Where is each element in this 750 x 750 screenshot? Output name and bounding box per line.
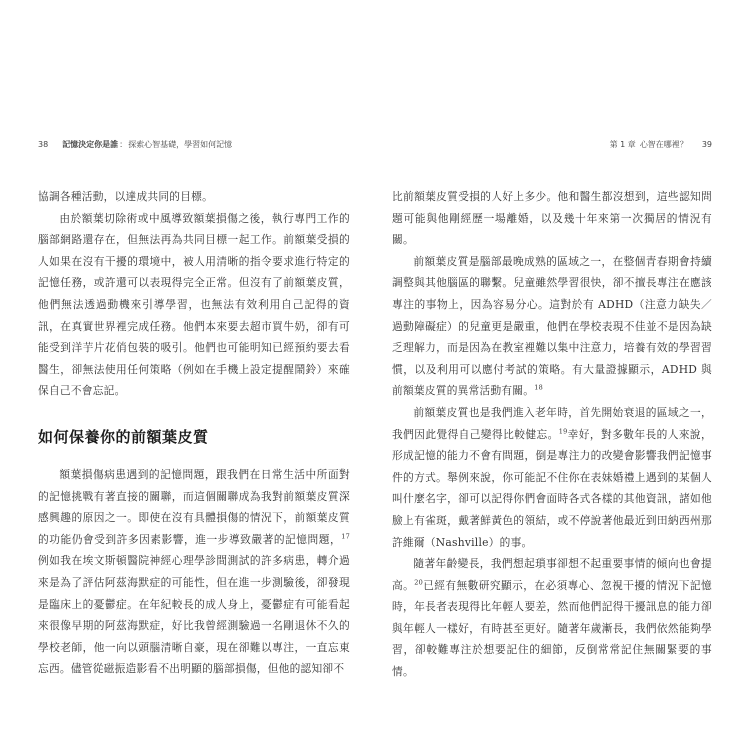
right-page-number: 39 xyxy=(701,140,712,149)
left-running-head xyxy=(38,138,350,152)
right-paragraph-3 xyxy=(392,402,712,553)
right-paragraph-4-text-a: 隨著年齡變長，我們想起瑣事卻想不起重要事情的傾向也會提高。 xyxy=(392,557,712,592)
left-paragraph-3-text-a: 額葉損傷病患遇到的記憶問題，跟我們在日常生活中所面對的記憶挑戰有著直接的關聯，而這個關聯成為我對前額葉皮質深感興趣的原因之一。即使在沒有具體損傷的情況下，前額葉皮質的功能仍會受到許多因素影響，進一步導致嚴著的記憶問題， xyxy=(38,467,350,546)
chapter-title: 心智在哪裡？ xyxy=(639,140,688,149)
left-body-text xyxy=(38,186,350,680)
right-page xyxy=(392,138,712,679)
right-paragraph-4 xyxy=(392,553,712,683)
right-paragraph-2 xyxy=(392,251,712,402)
left-paragraph-3 xyxy=(38,464,350,680)
right-paragraph-2-text: 前額葉皮質是腦部最晚成熟的區域之一，在整個青春期會持續調整與其他腦區的聯繫。兒童雖然學習很快，卻不擅長專注在應該專注的事物上，因為容易分心。這對於有 ADHD（注意力缺失／過動障礙症）的兒童更是嚴重，他們在學校表現不佳並不是因為缺乏理解力，而是因為在教室裡難以集中注意力，培養有效的學習習慣，以及利用可以應付考試的策略。有大量證據顯示，ADHD 與前額葉皮質的異常活動有關。 xyxy=(392,254,712,398)
right-paragraph-1: 比前額葉皮質受損的人好上多少。他和醫生都沒想到，這些認知問題可能與他剛經歷一場離婚，以及幾十年來第一次獨居的情況有關。 xyxy=(392,190,712,247)
right-running-head xyxy=(392,138,712,152)
left-paragraph-1: 協調各種活動，以達成共同的目標。 xyxy=(38,190,214,203)
footnote-ref-20: 20 xyxy=(414,578,424,587)
left-page-number: 38 xyxy=(38,140,49,149)
left-paragraph-3-text-b: 例如我在埃文斯頓醫院神經心理學診間測試的許多病患，轉介過來是為了評估阿茲海默症的可能性，但在進一步測驗後，卻發現是臨床上的憂鬱症。在年紀較長的成人身上，憂鬱症有可能看起來很像早期的阿茲海默症，好比我曾經測驗過一名剛退休不久的學校老師，他一向以頭腦清晰自豪，現在卻難以專注，一直忘東忘西。儘管從磁振造影看不出明顯的腦部損傷，但他的認知卻不 xyxy=(38,554,350,676)
footnote-ref-18: 18 xyxy=(534,383,543,392)
section-heading: 如何保養你的前額葉皮質 xyxy=(38,427,209,446)
book-title: 記憶決定你是誰 xyxy=(62,140,119,149)
footnote-ref-19: 19 xyxy=(558,426,568,435)
right-body-text xyxy=(392,186,712,683)
left-page xyxy=(38,138,350,676)
footnote-ref-17: 17 xyxy=(341,532,350,541)
book-subtitle: 探索心智基礎，學習如何記憶 xyxy=(128,140,233,149)
right-paragraph-4-text-b: 已經有無數研究顯示，在必須專心、忽視干擾的情況下記憶時，年長者表現得比年輕人要差，然而他們記得干擾訊息的能力卻與年輕人一樣好，有時甚至更好。隨著年歲漸長，我們依然能夠學習，卻較難專注於想要記住的細節，反倒常常記住無關緊要的事情。 xyxy=(392,578,712,679)
right-paragraph-3-text-b: 幸好，對多數年長的人來說，形成記憶的能力不會有問題，倒是專注力的改變會影響我們記憶事件的方式。舉例來說，你可能記不住你在表妹婚禮上遇到的某個人叫什麼名字，卻可以記得你們會面時各式各樣的其他資訊，諸如他臉上有雀斑，戴著鮮黃色的領結，或不停說著他最近到田納西州那許維爾（Nashville）的事。 xyxy=(392,427,712,549)
left-paragraph-2: 由於額葉切除術或中風導致額葉損傷之後，執行專門工作的腦部網路還存在，但無法再為共同目標一起工作。前額葉受損的人如果在沒有干擾的環境中，被人用清晰的指令要求進行特定的記憶任務，或許還可以表現得完全正常。但沒有了前額葉皮質，他們無法透過動機來引導學習，也無法有效利用自己記得的資訊，在真實世界裡完成任務。他們本來要去超市買牛奶，卻有可能受到洋芋片花俏包裝的吸引。他們也可能明知已經預約要去看醫生，卻無法使用任何策略（例如在手機上設定提醒鬧鈴）來確保自己不會忘記。 xyxy=(38,211,350,398)
title-separator: ： xyxy=(119,140,128,149)
right-paragraph-3-text-a: 前額葉皮質也是我們進入老年時，首先開始衰退的區域之一，我們因此覺得自己變得比較健忘。 xyxy=(392,405,712,441)
chapter-label: 第 1 章 xyxy=(609,140,636,149)
